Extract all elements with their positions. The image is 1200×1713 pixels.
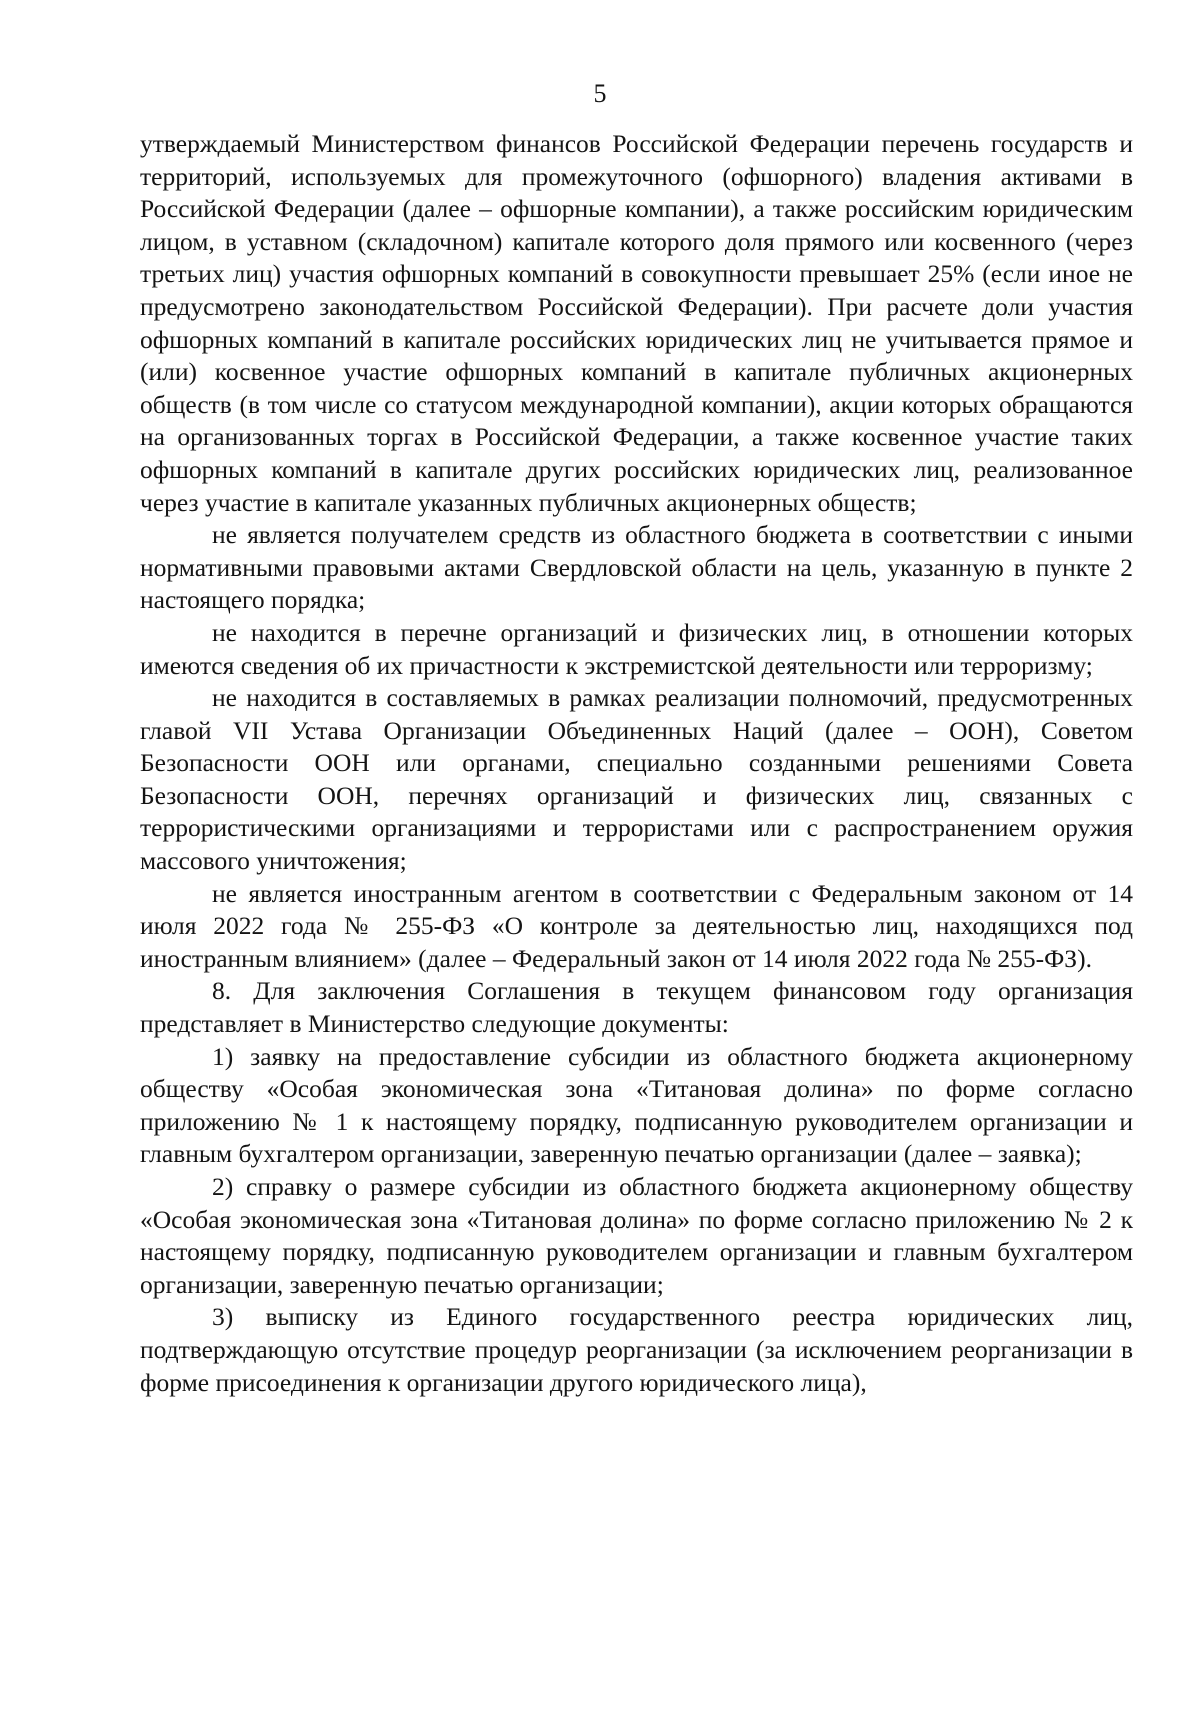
paragraph-not-extremist-list: не находится в перечне организаций и физических лиц, в отношении которых имеются сведения об их причастности к экстремистской деятельности или терроризму; [140, 617, 1133, 680]
paragraph-item-8-2: 2) справку о размере субсидии из областного бюджета акционерному обществу «Особая экономическая зона «Титановая долина» по форме согласно приложению № 2 к настоящему порядку, подписанную руководителем организации и главным бухгалтером организации, заверенную печатью организации; [140, 1172, 1133, 1299]
document-body [140, 128, 1133, 1399]
paragraph-not-budget-recipient: не является получателем средств из областного бюджета в соответствии с иными нормативными правовыми актами Свердловской области на цель, указанную в пункте 2 настоящего порядка; [140, 520, 1133, 615]
paragraph-item-8-1: 1) заявку на предоставление субсидии из областного бюджета акционерному обществу «Особая экономическая зона «Титановая долина» по форме согласно приложению № 1 к настоящему порядку, подписанную руководителем организации и главным бухгалтером организации, заверенную печатью организации (далее – заявка); [140, 1041, 1133, 1169]
paragraph-item-8-3: 3) выписку из Единого государственного реестра юридических лиц, подтверждающую отсутствие процедур реорганизации (за исключением реорганизации в форме присоединения к организации другого юридического лица), [140, 1302, 1133, 1397]
paragraph-continuation: утверждаемый Министерством финансов Российской Федерации перечень государств и территорий, используемых для промежуточного (офшорного) владения активами в Российской Федерации (далее – офшорные компании), а также российским юридическим лицом, в уставном (складочном) капитале которого доля прямого или косвенного (через третьих лиц) участия офшорных компаний в совокупности превышает 25% (если иное не предусмотрено законодательством Российской Федерации). При расчете доли участия офшорных компаний в капитале российских юридических лиц не учитывается прямое и (или) косвенное участие офшорных компаний в капитале публичных акционерных обществ (в том числе со статусом международной компании), акции которых обращаются на организованных торгах в Российской Федерации, а также косвенное участие таких офшорных компаний в капитале других российских юридических лиц, реализованное через участие в капитале указанных публичных акционерных обществ; [140, 129, 1133, 517]
paragraph-not-foreign-agent: не является иностранным агентом в соответствии с Федеральным законом от 14 июля 2022 года № 255-ФЗ «О контроле за деятельностью лиц, находящихся под иностранным влиянием» (далее – Федеральный закон от 14 июля 2022 года № 255-ФЗ). [140, 878, 1133, 973]
page-number: 5 [593, 79, 607, 108]
paragraph-item-8: 8. Для заключения Соглашения в текущем финансовом году организация представляет в Министерство следующие документы: [140, 976, 1133, 1039]
paragraph-not-un-list: не находится в составляемых в рамках реализации полномочий, предусмотренных главой VII Устава Организации Объединенных Наций (далее – ООН), Советом Безопасности ООН или органами, специально созданными решениями Совета Безопасности ООН, перечнях организаций и физических лиц, связанных с террористическими организациями и террористами или с распространением оружия массового уничтожения; [140, 683, 1133, 876]
